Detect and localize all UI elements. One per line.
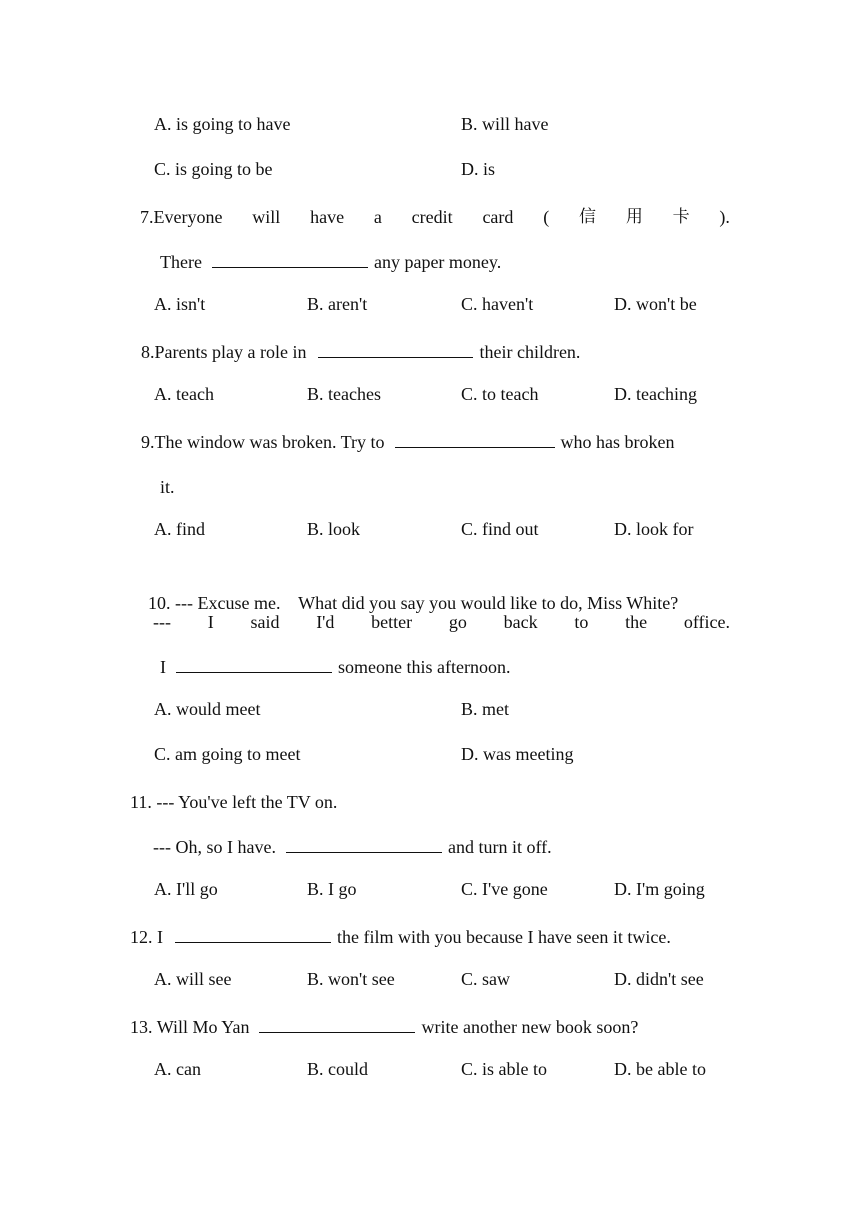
question-number: 8. xyxy=(141,342,155,362)
q13-option-a: A. can xyxy=(154,1059,201,1079)
word: credit xyxy=(411,207,453,227)
chinese-char: 信 xyxy=(579,207,597,227)
chinese-char: 卡 xyxy=(672,207,690,227)
stem-text: There xyxy=(160,252,202,272)
word: I'd xyxy=(316,612,335,632)
q7-option-d: D. won't be xyxy=(614,294,697,314)
stem-text: --- Oh, so I have. xyxy=(153,837,276,857)
q6-option-a: A. is going to have xyxy=(154,114,291,134)
word: ( xyxy=(543,207,550,227)
q9-option-a: A. find xyxy=(154,519,205,539)
q10-stem-line3 xyxy=(160,654,510,680)
stem-text: and turn it off. xyxy=(447,837,552,857)
q12-option-a: A. will see xyxy=(154,969,232,989)
q11-option-d: D. I'm going xyxy=(614,879,705,899)
word: back xyxy=(503,612,538,632)
stem-text: the film with you because I have seen it twice. xyxy=(337,927,671,947)
word: office. xyxy=(683,612,730,632)
stem-text: any paper money. xyxy=(373,252,502,272)
q6-option-d: D. is xyxy=(461,159,496,179)
q7-number-word1 xyxy=(140,204,222,230)
q7-option-c: C. haven't xyxy=(461,294,534,314)
stem-text: their children. xyxy=(479,342,581,362)
question-number: 12. xyxy=(130,927,153,947)
q13-option-c: C. is able to xyxy=(461,1059,547,1079)
q9-stem-line1 xyxy=(141,429,674,455)
stem-text: --- Excuse me. What did you say you would like to do, Miss White? xyxy=(175,593,679,613)
q10-option-c: C. am going to meet xyxy=(154,744,301,764)
word: I xyxy=(207,612,214,632)
q8-option-c: C. to teach xyxy=(461,384,539,404)
q13-stem xyxy=(130,1014,638,1040)
word: to xyxy=(574,612,589,632)
q9-option-d: D. look for xyxy=(614,519,694,539)
stem-text: write another new book soon? xyxy=(421,1017,639,1037)
q12-option-c: C. saw xyxy=(461,969,510,989)
word: the xyxy=(625,612,648,632)
q8-stem xyxy=(141,339,580,365)
q9-stem-line2: it. xyxy=(160,477,175,497)
q11-stem-line1 xyxy=(130,789,337,815)
answer-blank[interactable] xyxy=(212,249,368,268)
q10-option-d: D. was meeting xyxy=(461,744,574,764)
question-number: 11. xyxy=(130,792,152,812)
q8-option-a: A. teach xyxy=(154,384,214,404)
q7-option-b: B. aren't xyxy=(307,294,368,314)
q10-option-a: A. would meet xyxy=(154,699,261,719)
q11-option-c: C. I've gone xyxy=(461,879,548,899)
q11-stem-line2 xyxy=(153,834,552,860)
word: go xyxy=(448,612,467,632)
answer-blank[interactable] xyxy=(176,654,332,673)
answer-blank[interactable] xyxy=(318,339,473,358)
stem-text: who has broken xyxy=(560,432,675,452)
q13-option-b: B. could xyxy=(307,1059,368,1079)
word: said xyxy=(250,612,280,632)
word: ). xyxy=(719,207,730,227)
answer-blank[interactable] xyxy=(395,429,555,448)
q6-option-b: B. will have xyxy=(461,114,549,134)
chinese-char: 用 xyxy=(625,207,643,227)
stem-text: someone this afternoon. xyxy=(338,657,511,677)
answer-blank[interactable] xyxy=(259,1014,415,1033)
q12-option-b: B. won't see xyxy=(307,969,395,989)
q11-option-a: A. I'll go xyxy=(154,879,218,899)
q6-option-c: C. is going to be xyxy=(154,159,273,179)
q7-stem-line2 xyxy=(160,249,501,275)
q9-option-b: B. look xyxy=(307,519,361,539)
stem-text: The window was broken. Try to xyxy=(154,432,385,452)
word: better xyxy=(371,612,413,632)
q8-option-d: D. teaching xyxy=(614,384,697,404)
q7-option-a: A. isn't xyxy=(154,294,206,314)
word: card xyxy=(482,207,514,227)
q10-stem-line2 xyxy=(153,609,730,635)
stem-text: Will Mo Yan xyxy=(156,1017,250,1037)
answer-blank[interactable] xyxy=(286,834,442,853)
question-number: 7. xyxy=(140,207,154,227)
word: have xyxy=(310,207,345,227)
question-number: 9. xyxy=(141,432,155,452)
q10-stem-line1 xyxy=(130,564,679,613)
stem-text: --- You've left the TV on. xyxy=(156,792,338,812)
q13-option-d: D. be able to xyxy=(614,1059,706,1079)
question-number: 10. xyxy=(148,593,171,613)
q12-stem xyxy=(130,924,671,950)
word: Everyone xyxy=(153,207,223,227)
q12-option-d: D. didn't see xyxy=(614,969,704,989)
stem-text: I xyxy=(160,657,166,677)
q9-option-c: C. find out xyxy=(461,519,539,539)
answer-blank[interactable] xyxy=(175,924,331,943)
q11-option-b: B. I go xyxy=(307,879,357,899)
stem-text: Parents play a role in xyxy=(154,342,307,362)
stem-text: I xyxy=(157,927,163,947)
question-number: 13. xyxy=(130,1017,153,1037)
word: will xyxy=(252,207,281,227)
q10-option-b: B. met xyxy=(461,699,509,719)
q8-option-b: B. teaches xyxy=(307,384,381,404)
word: --- xyxy=(153,612,171,632)
word: a xyxy=(373,207,382,227)
q7-stem-line1 xyxy=(140,204,730,230)
